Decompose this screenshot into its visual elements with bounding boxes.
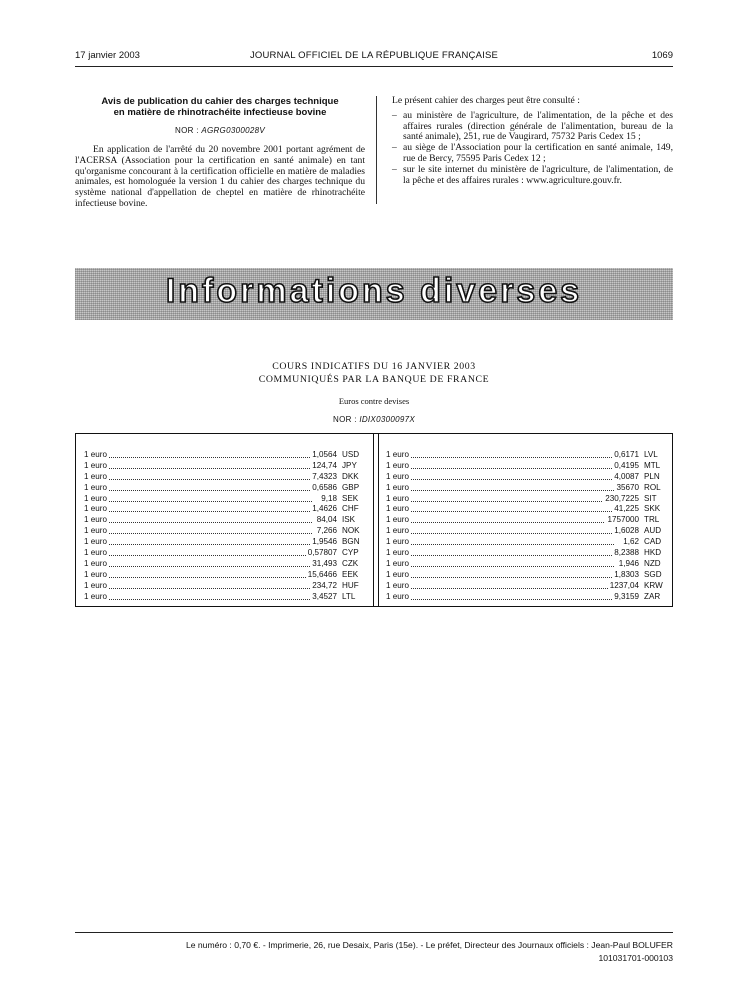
rate-value: 0,4195 — [614, 460, 639, 470]
rate-row — [84, 581, 372, 592]
rates-left-column — [84, 450, 372, 602]
rate-currency: NOK — [342, 526, 360, 536]
column-divider — [376, 96, 377, 204]
leader-dots — [386, 511, 614, 512]
rate-unit: 1 euro — [386, 526, 409, 536]
notice-nor — [75, 126, 365, 135]
rate-unit: 1 euro — [84, 450, 107, 459]
rate-row — [386, 494, 674, 505]
rate-unit: 1 euro — [386, 515, 409, 525]
rate-value: 1757000 — [607, 515, 639, 525]
rate-unit: 1 euro — [386, 460, 409, 470]
rate-unit: 1 euro — [386, 591, 409, 601]
notice-nor-label: NOR : — [175, 126, 199, 135]
rate-row — [84, 515, 372, 526]
consult-item-association: – au siège de l'Association pour la certification en santé animale, 149, rue de Bercy, 75595 Paris Cedex 12 ; — [392, 143, 673, 165]
leader-dots — [386, 468, 614, 469]
rate-unit: 1 euro — [84, 548, 107, 558]
footer-divider — [75, 932, 673, 933]
leader-dots — [84, 566, 312, 567]
rate-currency: KRW — [644, 580, 663, 590]
leader-dots — [84, 490, 312, 491]
leader-dots — [84, 588, 312, 589]
consult-list — [392, 111, 673, 187]
leader-dots — [386, 544, 614, 545]
rate-unit: 1 euro — [84, 591, 107, 601]
rate-currency: BGN — [342, 537, 360, 547]
rate-value: 84,04 — [316, 515, 337, 525]
rate-value: 4,0087 — [614, 471, 639, 481]
rate-value: 0,6171 — [614, 450, 639, 459]
rate-row — [386, 592, 674, 603]
rate-value: 1237,04 — [609, 580, 639, 590]
rate-value: 234,72 — [312, 580, 337, 590]
leader-dots — [386, 566, 614, 567]
rate-row — [84, 504, 372, 515]
rate-row — [386, 515, 674, 526]
leader-dots — [84, 555, 312, 556]
rate-value: 1,9546 — [312, 537, 337, 547]
notice-title-line-2: en matière de rhinotrachéite infectieuse bovine — [113, 107, 327, 118]
rate-currency: ROL — [644, 482, 661, 492]
rate-value: 15,6466 — [307, 569, 337, 579]
rate-unit: 1 euro — [386, 493, 409, 503]
header-date: 17 janvier 2003 — [75, 50, 140, 61]
leader-dots — [84, 544, 312, 545]
cours-title-line-2: COMMUNIQUÉS PAR LA BANQUE DE FRANCE — [258, 374, 490, 385]
rate-row — [84, 559, 372, 570]
notice-title-line-1: Avis de publication du cahier des charges technique — [101, 96, 339, 107]
rate-currency: LTL — [342, 591, 356, 601]
leader-dots — [386, 555, 614, 556]
rate-currency: SGD — [644, 569, 662, 579]
consult-item-website: – sur le site internet du ministère de l'agriculture, de l'alimentation, de la pêche et des affaires rurales : www.agriculture.gouv.fr. — [392, 165, 673, 187]
rate-value: 1,6028 — [614, 526, 639, 536]
rate-value: 35670 — [616, 482, 639, 492]
rate-row — [84, 537, 372, 548]
rate-unit: 1 euro — [386, 537, 409, 547]
rate-unit: 1 euro — [84, 482, 107, 492]
exchange-rates-table — [75, 433, 673, 607]
rates-right-column — [386, 450, 674, 602]
leader-dots — [386, 577, 614, 578]
rate-value: 3,4527 — [312, 591, 337, 601]
section-banner — [75, 268, 673, 320]
footer-imprint: Le numéro : 0,70 €. - Imprimerie, 26, rue Desaix, Paris (15e). - Le préfet, Directeur des Journaux officiels : Jean-Paul BOLUFER — [185, 940, 673, 950]
rate-row — [386, 537, 674, 548]
rate-currency: TRL — [644, 515, 660, 525]
rate-unit: 1 euro — [84, 471, 107, 481]
rate-value: 1,4626 — [312, 504, 337, 514]
rate-row — [386, 472, 674, 483]
rate-currency: JPY — [342, 460, 357, 470]
page-number: 1069 — [651, 50, 673, 61]
rate-row — [84, 461, 372, 472]
journal-title: JOURNAL OFFICIEL DE LA RÉPUBLIQUE FRANÇAISE — [249, 50, 499, 61]
rate-unit: 1 euro — [84, 504, 107, 514]
rate-currency: CAD — [644, 537, 662, 547]
rate-currency: ZAR — [644, 591, 661, 601]
notice-left-column — [75, 96, 365, 219]
leader-dots — [84, 599, 312, 600]
rate-unit: 1 euro — [386, 580, 409, 590]
rate-unit: 1 euro — [84, 526, 107, 536]
banner-title: Informations diverses — [165, 272, 583, 310]
rate-value: 41,225 — [614, 504, 639, 514]
rate-row — [386, 570, 674, 581]
rate-unit: 1 euro — [386, 548, 409, 558]
rate-value: 8,2388 — [614, 548, 639, 558]
cours-nor-label: NOR : — [333, 415, 357, 424]
rate-value: 9,3159 — [614, 591, 639, 601]
leader-dots — [386, 533, 614, 534]
rate-currency: DKK — [342, 471, 359, 481]
rate-row — [84, 483, 372, 494]
exchange-rates-heading — [75, 360, 673, 424]
rate-currency: SIT — [644, 493, 657, 503]
notice-paragraph: En application de l'arrêté du 20 novembre 2001 portant agrément de l'ACERSA (Association pour la certification en santé animale) en tant qu'organisme concourant à la certification officielle en matière de maladies animales, est homologuée la version 1 du cahier des charges technique du système national d'appellation de cheptel en matière de rhinotrachéite infectieuse bovine. — [75, 144, 365, 209]
notice-title — [75, 96, 365, 118]
rate-row — [386, 504, 674, 515]
rate-currency: LVL — [644, 450, 658, 459]
rate-value: 1,946 — [618, 558, 639, 568]
rate-unit: 1 euro — [84, 493, 107, 503]
rate-row — [84, 570, 372, 581]
rate-value: 0,6586 — [312, 482, 337, 492]
rate-unit: 1 euro — [386, 558, 409, 568]
rate-currency: GBP — [342, 482, 360, 492]
consult-item-ministry: – au ministère de l'agriculture, de l'alimentation, de la pêche et des affaires rurales (direction générale de l'alimentation, bureau de la santé animale), 251, rue de Vaugirard, 75732 Paris Cedex 15 ; — [392, 111, 673, 143]
rate-value: 9,18 — [321, 493, 337, 503]
rate-unit: 1 euro — [84, 558, 107, 568]
leader-dots — [386, 599, 614, 600]
rate-unit: 1 euro — [386, 450, 409, 459]
leader-dots — [386, 588, 614, 589]
leader-dots — [386, 522, 614, 523]
rate-currency: HKD — [644, 548, 662, 558]
rate-unit: 1 euro — [84, 569, 107, 579]
notice-right-column — [392, 96, 673, 186]
cours-nor-value: IDIX0300097X — [359, 415, 415, 424]
leader-dots — [84, 479, 312, 480]
cours-subtitle: Euros contre devises — [338, 396, 410, 406]
rate-currency: USD — [342, 450, 360, 459]
rate-row — [386, 450, 674, 461]
leader-dots — [386, 490, 614, 491]
rate-value: 1,8303 — [614, 569, 639, 579]
rate-currency: AUD — [644, 526, 662, 536]
leader-dots — [84, 522, 312, 523]
rate-value: 7,4323 — [312, 471, 337, 481]
rate-currency: CYP — [342, 548, 359, 558]
leader-dots — [84, 577, 312, 578]
rate-row — [386, 548, 674, 559]
table-center-divider — [373, 434, 379, 606]
rate-currency: ISK — [342, 515, 356, 525]
rate-value: 1,0564 — [312, 450, 337, 459]
page-footer — [75, 940, 673, 963]
rate-currency: CZK — [342, 558, 359, 568]
rate-unit: 1 euro — [84, 580, 107, 590]
cours-title-line-1: COURS INDICATIFS DU 16 JANVIER 2003 — [272, 361, 476, 372]
rate-row — [386, 526, 674, 537]
rate-value: 1,62 — [623, 537, 639, 547]
rate-value: 7,266 — [316, 526, 337, 536]
cours-nor — [75, 415, 673, 424]
footer-code: 101031701-000103 — [598, 953, 673, 963]
rate-currency: CHF — [342, 504, 359, 514]
rate-currency: HUF — [342, 580, 359, 590]
rate-unit: 1 euro — [84, 515, 107, 525]
rate-unit: 1 euro — [386, 504, 409, 514]
leader-dots — [84, 511, 312, 512]
rate-unit: 1 euro — [84, 460, 107, 470]
leader-dots — [84, 501, 312, 502]
rate-row — [84, 472, 372, 483]
rate-unit: 1 euro — [386, 482, 409, 492]
notice-nor-value: AGRG0300028V — [201, 126, 265, 135]
rate-row — [84, 526, 372, 537]
rate-currency: PLN — [644, 471, 660, 481]
consult-intro: Le présent cahier des charges peut être consulté : — [392, 95, 580, 106]
rate-row — [386, 483, 674, 494]
rate-unit: 1 euro — [386, 471, 409, 481]
rate-unit: 1 euro — [84, 537, 107, 547]
rate-row — [386, 559, 674, 570]
rate-currency: MTL — [644, 460, 661, 470]
leader-dots — [84, 457, 312, 458]
rate-row — [84, 450, 372, 461]
rate-value: 31,493 — [312, 558, 337, 568]
rate-row — [84, 548, 372, 559]
rate-value: 230,7225 — [605, 493, 639, 503]
rate-currency: SKK — [644, 504, 661, 514]
rate-currency: NZD — [644, 558, 661, 568]
leader-dots — [386, 501, 614, 502]
rate-row — [386, 581, 674, 592]
page-header — [75, 50, 673, 64]
rate-currency: SEK — [342, 493, 359, 503]
rate-value: 0,57807 — [307, 548, 337, 558]
rate-value: 124,74 — [312, 460, 337, 470]
rate-row — [386, 461, 674, 472]
leader-dots — [84, 533, 312, 534]
rate-unit: 1 euro — [386, 569, 409, 579]
rate-row — [84, 494, 372, 505]
leader-dots — [84, 468, 312, 469]
leader-dots — [386, 457, 614, 458]
leader-dots — [386, 479, 614, 480]
rate-row — [84, 592, 372, 603]
rate-currency: EEK — [342, 569, 359, 579]
header-divider — [75, 66, 673, 67]
